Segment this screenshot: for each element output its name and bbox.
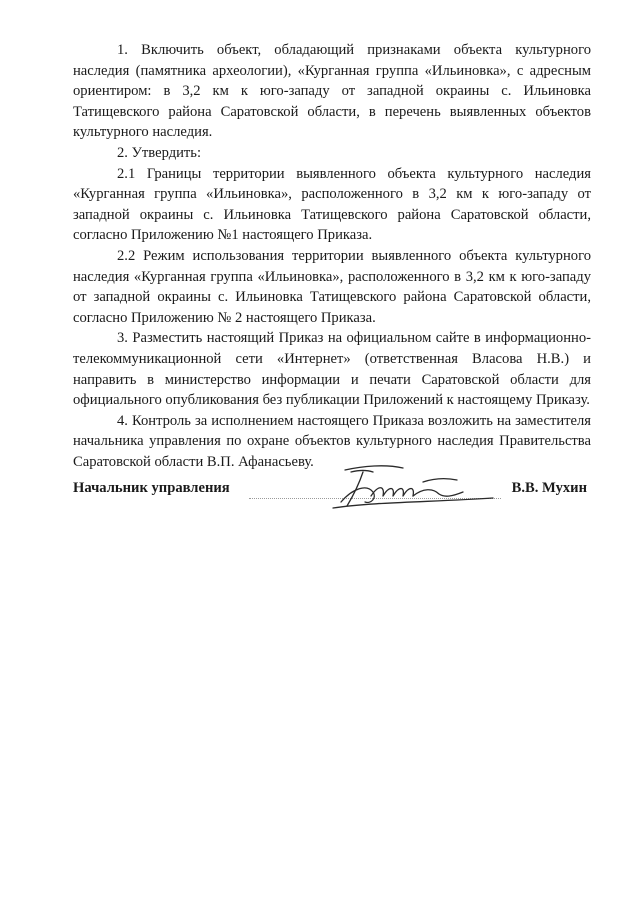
paragraph-3: 3. Разместить настоящий Приказ на официальном сайте в информационно-телекоммуникационной сети «Интернет» (ответственная Власова Н.В.) и направить в министерство информации и печати Саратовской области для официального опубликования без публикации Приложений к настоящему Приказу. [73,330,591,409]
paragraph-2-2: 2.2 Режим использования территории выявленного объекта культурного наследия «Курганная группа «Ильиновка», расположенного в 3,2 км к юго-западу от западной окраины с. Ильиновка Татищевского района Саратовской области, согласно Приложению № 2 настоящего Приказа. [73,247,591,326]
handwritten-signature [323,458,513,516]
signer-title: Начальник управления [73,480,230,496]
paragraph-2: 2. Утвердить: [117,144,202,161]
signature-block [73,472,591,512]
paragraph-2-1: 2.1 Границы территории выявленного объекта культурного наследия «Курганная группа «Ильиновка», расположенного в 3,2 км к юго-западу от западной окраины с. Ильиновка Татищевского района Саратовской области, согласно Приложению №1 настоящего Приказа. [73,165,591,244]
signer-name: В.В. Мухин [511,480,587,496]
paragraph-4: 4. Контроль за исполнением настоящего Приказа возложить на заместителя начальника управления по охране объектов культурного наследия Правительства Саратовской области В.П. Афанасьеву. [73,412,591,470]
paragraph-1: 1. Включить объект, обладающий признаками объекта культурного наследия (памятника археологии), «Курганная группа «Ильиновка», с адресным ориентиром: в 3,2 км к юго-западу от западной окраины с. Ильиновка Татищевского района Саратовской области, в перечень выявленных объектов культурного наследия. [73,42,591,141]
document-body [73,40,591,472]
